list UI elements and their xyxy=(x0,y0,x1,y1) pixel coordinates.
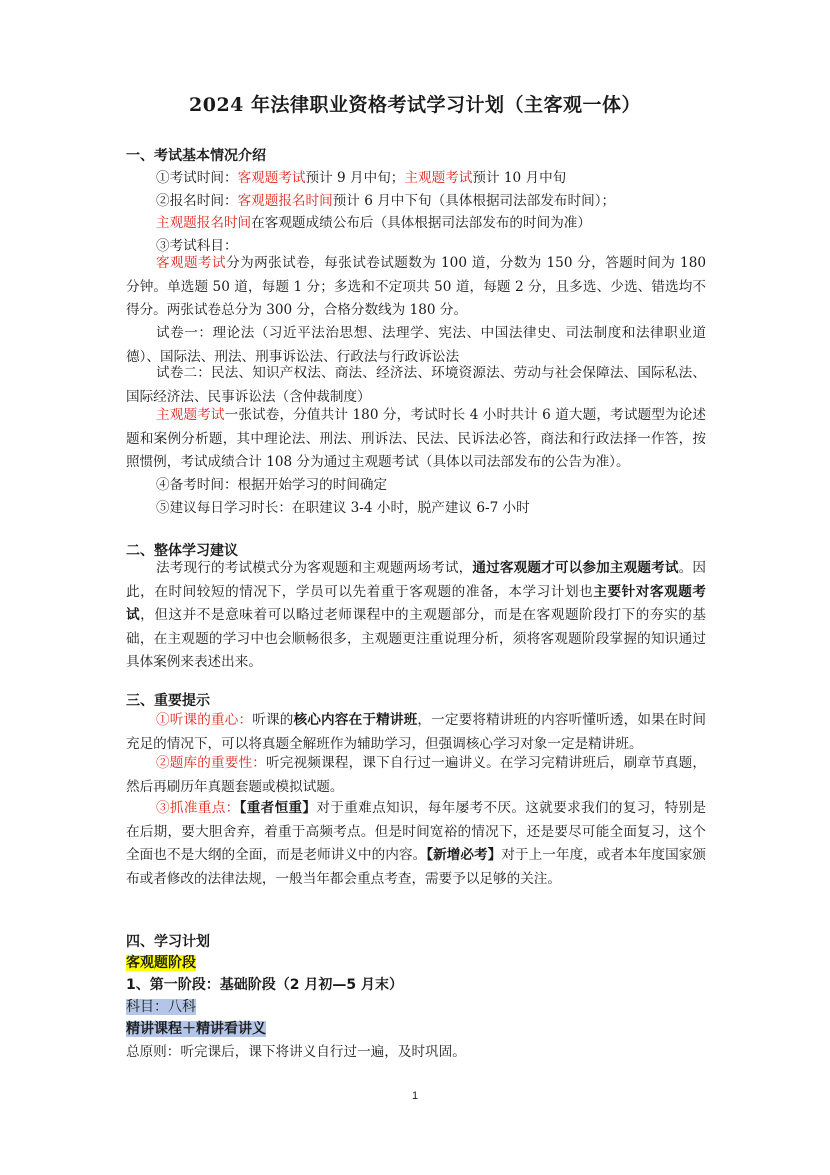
registration-line: ②报名时间：客观题报名时间预计 6 月中下旬（具体根据司法部发布时间）； xyxy=(156,193,616,209)
daily-study-line: ⑤建议每日学习时长：在职建议 3-4 小时，脱产建议 6-7 小时 xyxy=(156,500,530,516)
section-3-heading: 三、重要提示 xyxy=(126,693,210,709)
registration-line-2: 主观题报名时间在客观题成绩公布后（具体根据司法部发布的时间为准） xyxy=(156,215,591,231)
tip-question-bank-paragraph: ②题库的重要性：听完视频课程，课下自行过一遍讲义。在学习完精讲班后，刷章节真题，然后再刷历年真题套题或模拟试题。 xyxy=(126,755,707,795)
phase-method-label: 精讲课程＋精讲看讲义 xyxy=(126,1021,266,1037)
objective-stage-label: 客观题阶段 xyxy=(126,955,196,971)
page-number: 1 xyxy=(411,1090,419,1102)
section-4-heading: 四、学习计划 xyxy=(126,934,210,950)
tip-key-points-paragraph: ③抓准重点：【重者恒重】对于重难点知识，每年屡考不厌。这就要求我们的复习，特别是在后期，要大胆舍弃，着重于高频考点。但是时间宽裕的情况下，还是要尽可能全面复习，这个全面也不是大纲的全面，而是老师讲义中的内容。【新增必考】对于上一年度，或者本年度国家颁布或者修改的法律法规，一般当年都会重点考查，需要予以足够的关注。 xyxy=(126,800,707,887)
subjects-label: ③考试科目： xyxy=(156,238,238,254)
paper-two-paragraph: 试卷二：民法、知识产权法、商法、经济法、环境资源法、劳动与社会保障法、国际私法、国际经济法、民事诉讼法（含仲裁制度） xyxy=(126,365,706,405)
exam-time-line: ①考试时间：客观题考试预计 9 月中旬；主观题考试预计 10 月中旬 xyxy=(156,170,567,186)
phase-subjects-label: 科目：八科 xyxy=(126,999,196,1015)
tip-listening-paragraph: ①听课的重心：听课的核心内容在于精讲班，一定要将精讲班的内容听懂听透，如果在时间充足的情况下，可以将真题全解班作为辅助学习，但强调核心学习对象一定是精讲班。 xyxy=(126,712,707,752)
prep-time-line: ④备考时间：根据开始学习的时间确定 xyxy=(156,477,388,493)
subjective-exam-paragraph: 主观题考试一张试卷，分值共计 180 分，考试时长 4 小时共计 6 道大题，考试题型为论述题和案例分析题，其中理论法、刑法、刑诉法、民法、民诉法必答，商法和行政法择一作答，按照惯例，考试成绩合计 108 分为通过主观题考试（具体以司法部发布的公告为准）。 xyxy=(126,407,707,470)
section-1-heading: 一、考试基本情况介绍 xyxy=(126,148,266,164)
paper-one-paragraph: 试卷一：理论法（习近平法治思想、法理学、宪法、中国法律史、司法制度和法律职业道德）、国际法、刑法、刑事诉讼法、行政法与行政诉讼法 xyxy=(126,325,706,365)
objective-exam-paragraph: 客观题考试分为两张试卷，每张试卷试题数为 100 道，分数为 150 分，答题时间为 180 分钟。单选题 50 道，每题 1 分；多选和不定项共 50 道，每题 2 分，且多选、少选、错选均不得分。两张试卷总分为 300 分，合格分数线为 180 分。 xyxy=(126,255,706,318)
phase-one-heading: 1、第一阶段：基础阶段（2 月初—5 月末） xyxy=(126,977,403,993)
study-advice-paragraph: 法考现行的考试模式分为客观题和主观题两场考试，通过客观题才可以参加主观题考试。因此，在时间较短的情况下，学员可以先着重于客观题的准备，本学习计划也主要针对客观题考试，但这并不是意味着可以略过老师课程中的主观题部分，而是在客观题阶段打下的夯实的基础，在主观题的学习中也会顺畅很多，主观题更注重说理分析，须将客观题阶段掌握的知识通过具体案例来表述出来。 xyxy=(126,560,707,670)
section-2-heading: 二、整体学习建议 xyxy=(126,543,238,559)
page-title: 2024 年法律职业资格考试学习计划（主客观一体） xyxy=(189,94,641,116)
phase-principle-line: 总原则：听完课后，课下将讲义自行过一遍，及时巩固。 xyxy=(126,1044,466,1060)
